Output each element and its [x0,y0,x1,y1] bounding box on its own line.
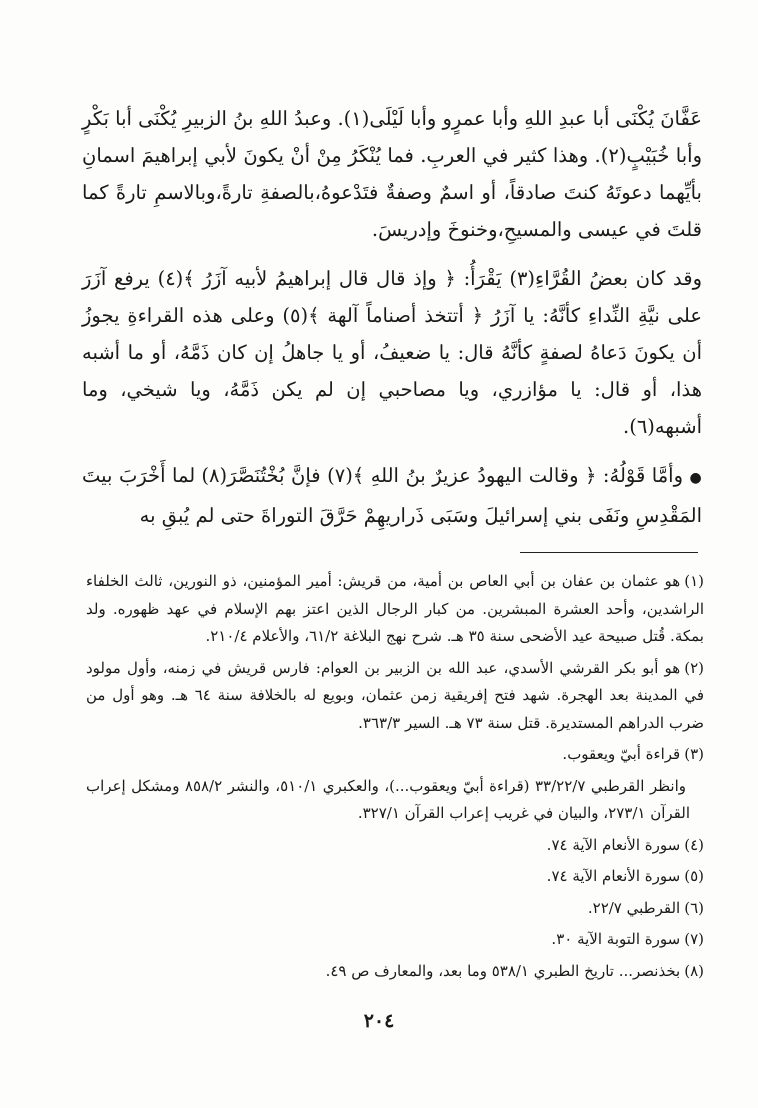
footnote-number: (٢) [684,658,704,677]
footnote-number: (١) [684,572,704,590]
paragraph-3-text: وأمَّا قَوْلُهُ: ﴿ وقالت اليهودُ عزيرٌ بنُ اللهِ ﴾(٧) فإنَّ بُخْتُنَصَّرَ(٨) لما أَخْرَبَ بيتَ المَقْدِسِ ونَفَى بني إسرائيلَ وسَبَى ذَراريهِمْ حَرَّقَ التوراةَ حتى لم يُبقِ به [82,464,702,527]
footnote-number: (٨) [684,961,704,980]
paragraph-1: عَفَّانَ يُكْنَى أبا عبدِ اللهِ وأبا عمرٍو وأبا لَيْلَى(١). وعبدُ اللهِ بنُ الزبيرِ يُكْنَى أبا بَكْرٍ وأبا خُبَيْبٍ(٢). وهذا كثير في العربِ. فما يُنْكَرُ مِنْ أنْ يكونَ لأبي إبراهيمَ اسمانِ بأيِّهما دعوتَهُ كنتَ صادقاً، أو اسمٌ وصفةٌ فتَدْعوهُ،بالصفةِ تارةً،وبالاسمِ تارةً كما قلتَ في عيسى والمسيحِ،وخنوخَ وإدريسَ. [82,107,702,241]
footnote-number: (٥) [684,867,704,885]
footnote [86,926,704,954]
footnote-text: سورة الأنعام الآية ٧٤. [546,835,681,854]
paragraph-3 [82,457,702,534]
footnote-number: (٣) [684,745,704,763]
footnote-number: (٤) [684,835,704,854]
footnote-text: قراءة أبيّ ويعقوب. [562,745,681,763]
footnote [86,958,704,986]
footnote [86,655,704,738]
footnote [86,741,704,769]
footnote-divider [520,552,698,553]
footnote-text: بخذنصر... تاريخ الطبري ٥٣٨/١ وما بعد، والمعارف ص ٤٩. [325,961,681,980]
page-number: ٢٠٤ [363,1010,395,1032]
footnote-number: (٦) [684,898,704,917]
footnote-continuation [86,773,704,828]
footnote [86,863,704,891]
paragraph-2: وقد كان بعضُ القُرَّاءِ(٣) يَقْرَأُ: ﴿ وإذ قال قال إبراهيمُ لأبيه آزَرُ ﴾(٤) يرفع آزَرَ على نيَّةِ النِّداءِ كأنَّهُ: يا آزَرُ ﴿ أتتخذ أصناماً آلهة ﴾(٥) وعلى هذه القراءةِ يجوزُ أن يكونَ دَعاهُ لصفةٍ كأنَّهُ قال: يا ضعيفُ، أو يا جاهلُ إن كان ذَمَّهُ، أو ما أشبه هذا، أو قال: يا مؤازري، ويا مصاحبي إن لم يكن ذَمَّهُ، ويا شيخي، وما أشبهه(٦). [82,267,702,438]
footnote-text: القرطبي ٢٢/٧. [587,898,681,917]
footnote-text: هو عثمان بن عفان بن أبي العاص بن أمية، من قريش: أمير المؤمنين، ذو النورين، ثالث الخلفاء الراشدين، وأحد العشرة المبشرين. من كبار الرجال الذين اعتز بهم الإسلام في عهد ظهوره. ولد بمكة. قُتل صبيحة عيد الأضحى سنة ٣٥ هـ. شرح نهج البلاغة ٦١/٢، والأعلام ٢١٠/٤. [86,572,704,645]
bullet-icon: ● [689,470,703,486]
footnote-text: وانظر القرطبي ٣٣/٢٢/٧ (قراءة أبيّ ويعقوب...)، والعكبري ٥١٠/١، والنشر ٨٥٨/٢ ومشكل إعراب القرآن ٢٧٣/١، والبيان في غريب إعراب القرآن ٣٢٧/١. [86,776,690,822]
footnote-text: سورة الأنعام الآية ٧٤. [546,867,681,885]
main-text [82,100,702,546]
footnote [86,895,704,923]
footnote [86,832,704,860]
footnote-number: (٧) [684,930,704,948]
footnote-text: سورة التوبة الآية ٣٠. [551,930,681,948]
footnote [86,568,704,651]
footnote-text: هو أبو بكر القرشي الأسدي، عبد الله بن الزبير بن العوام: فارس قريش في زمنه، وأول مولود في المدينة بعد الهجرة. شهد فتح إفريقية زمن عثمان، وبويع له بالخلافة سنة ٦٤ هـ. وهو أول من ضرب الدراهم المستديرة. قتل سنة ٧٣ هـ. السير ٣٦٣/٣. [86,658,704,732]
footnotes [86,568,704,989]
